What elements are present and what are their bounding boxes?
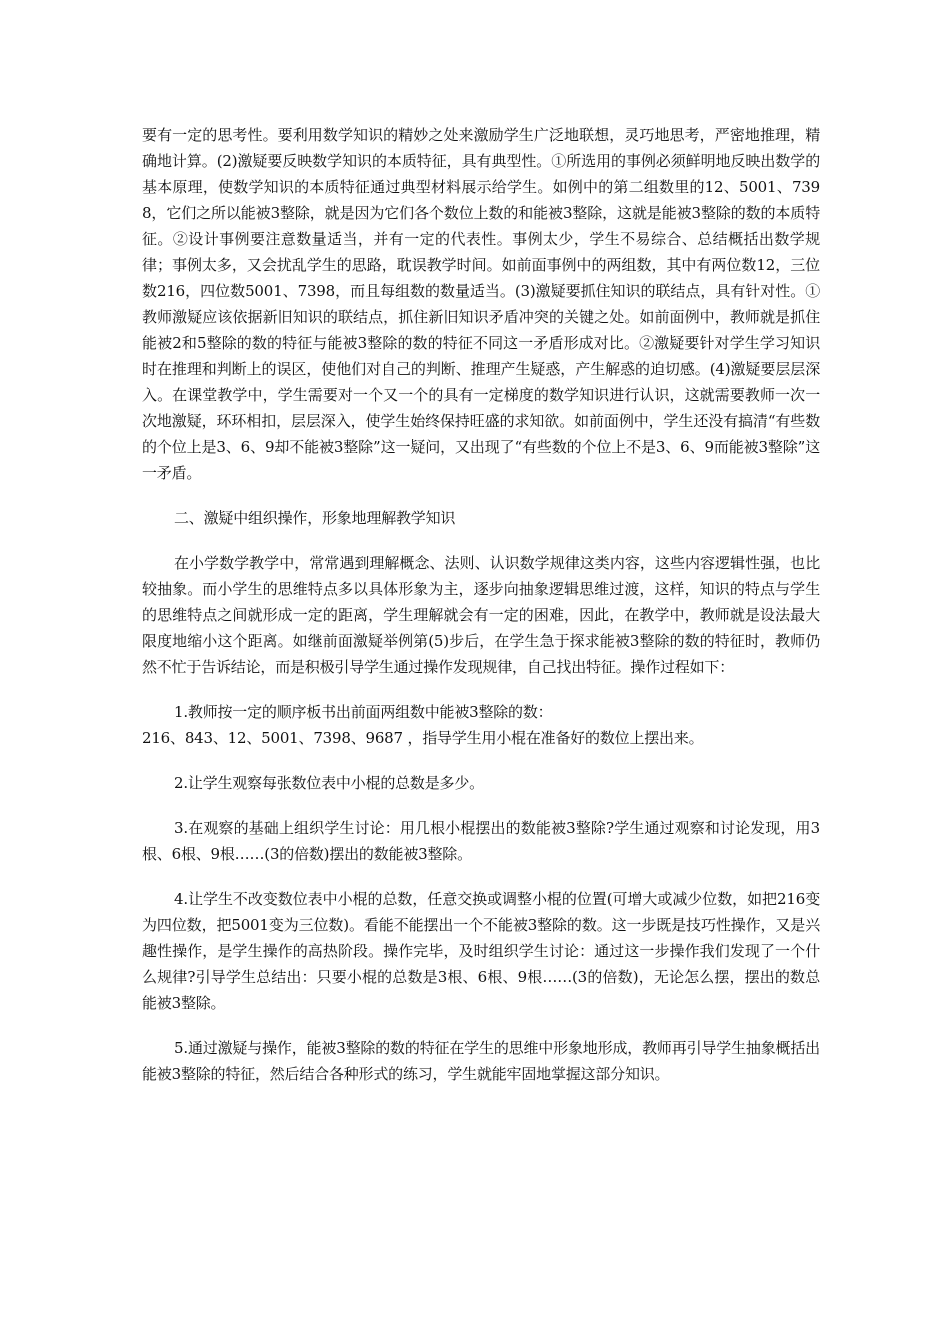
step-5: 5.通过激疑与操作，能被3整除的数的特征在学生的思维中形象地形成，教师再引导学生抽象概括出能被3整除的特征，然后结合各种形式的练习，学生就能牢固地掌握这部分知识。 [142, 1039, 820, 1083]
step-2: 2.让学生观察每张数位表中小棍的总数是多少。 [174, 774, 484, 792]
step-4: 4.让学生不改变数位表中小棍的总数，任意交换或调整小棍的位置(可增大或减少位数，如把216变为四位数，把5001变为三位数)。看能不能摆出一个不能被3整除的数。这一步既是技巧性操作，又是兴趣性操作，是学生操作的高热阶段。操作完毕，及时组织学生讨论：通过这一步操作我们发现了一个什么规律?引导学生总结出：只要小棍的总数是3根、6根、9根……(3的倍数)，无论怎么摆，摆出的数总能被3整除。 [142, 890, 820, 1012]
section-heading: 二、激疑中组织操作，形象地理解教学知识 [174, 509, 456, 527]
step-1-numbers-line: 216、843、12、5001、7398、9687 ，指导学生用小棍在准备好的数位上摆出来。 [142, 729, 704, 747]
step-1-line: 1.教师按一定的顺序板书出前面两组数中能被3整除的数： [174, 703, 553, 721]
body-paragraph: 在小学数学教学中，常常遇到理解概念、法则、认识数学规律这类内容，这些内容逻辑性强，也比较抽象。而小学生的思维特点多以具体形象为主，逐步向抽象逻辑思维过渡，这样，知识的特点与学生的思维特点之间就形成一定的距离，学生理解就会有一定的困难，因此，在教学中，教师就是设法最大限度地缩小这个距离。如继前面激疑举例第(5)步后，在学生急于探求能被3整除的数的特征时，教师仍然不忙于告诉结论，而是积极引导学生通过操作发现规律，自己找出特征。操作过程如下： [142, 554, 820, 676]
step-3: 3.在观察的基础上组织学生讨论：用几根小棍摆出的数能被3整除?学生通过观察和讨论发现，用3根、6根、9根……(3的倍数)摆出的数能被3整除。 [142, 819, 820, 863]
document-body [142, 122, 820, 1087]
intro-paragraph: 要有一定的思考性。要利用数学知识的精妙之处来激励学生广泛地联想，灵巧地思考，严密地推理，精确地计算。(2)激疑要反映数学知识的本质特征，具有典型性。①所选用的事例必须鲜明地反映出数学的基本原理，使数学知识的本质特征通过典型材料展示给学生。如例中的第二组数里的12、5001、7398，它们之所以能被3整除，就是因为它们各个数位上数的和能被3整除，这就是能被3整除的数的本质特征。②设计事例要注意数量适当，并有一定的代表性。事例太少，学生不易综合、总结概括出数学规律；事例太多，又会扰乱学生的思路，耽误教学时间。如前面事例中的两组数，其中有两位数12，三位数216，四位数5001、7398，而且每组数的数量适当。(3)激疑要抓住知识的联结点，具有针对性。①教师激疑应该依据新旧知识的联结点，抓住新旧知识矛盾冲突的关键之处。如前面例中，教师就是抓住能被2和5整除的数的特征与能被3整除的数的特征不同这一矛盾形成对比。②激疑要针对学生学习知识时在推理和判断上的误区，使他们对自己的判断、推理产生疑惑，产生解惑的迫切感。(4)激疑要层层深入。在课堂教学中，学生需要对一个又一个的具有一定梯度的数学知识进行认识，这就需要教师一次一次地激疑，环环相扣，层层深入，使学生始终保持旺盛的求知欲。如前面例中，学生还没有搞清“有些数的个位上是3、6、9却不能被3整除”这一疑问，又出现了“有些数的个位上不是3、6、9而能被3整除”这一矛盾。 [142, 126, 820, 482]
